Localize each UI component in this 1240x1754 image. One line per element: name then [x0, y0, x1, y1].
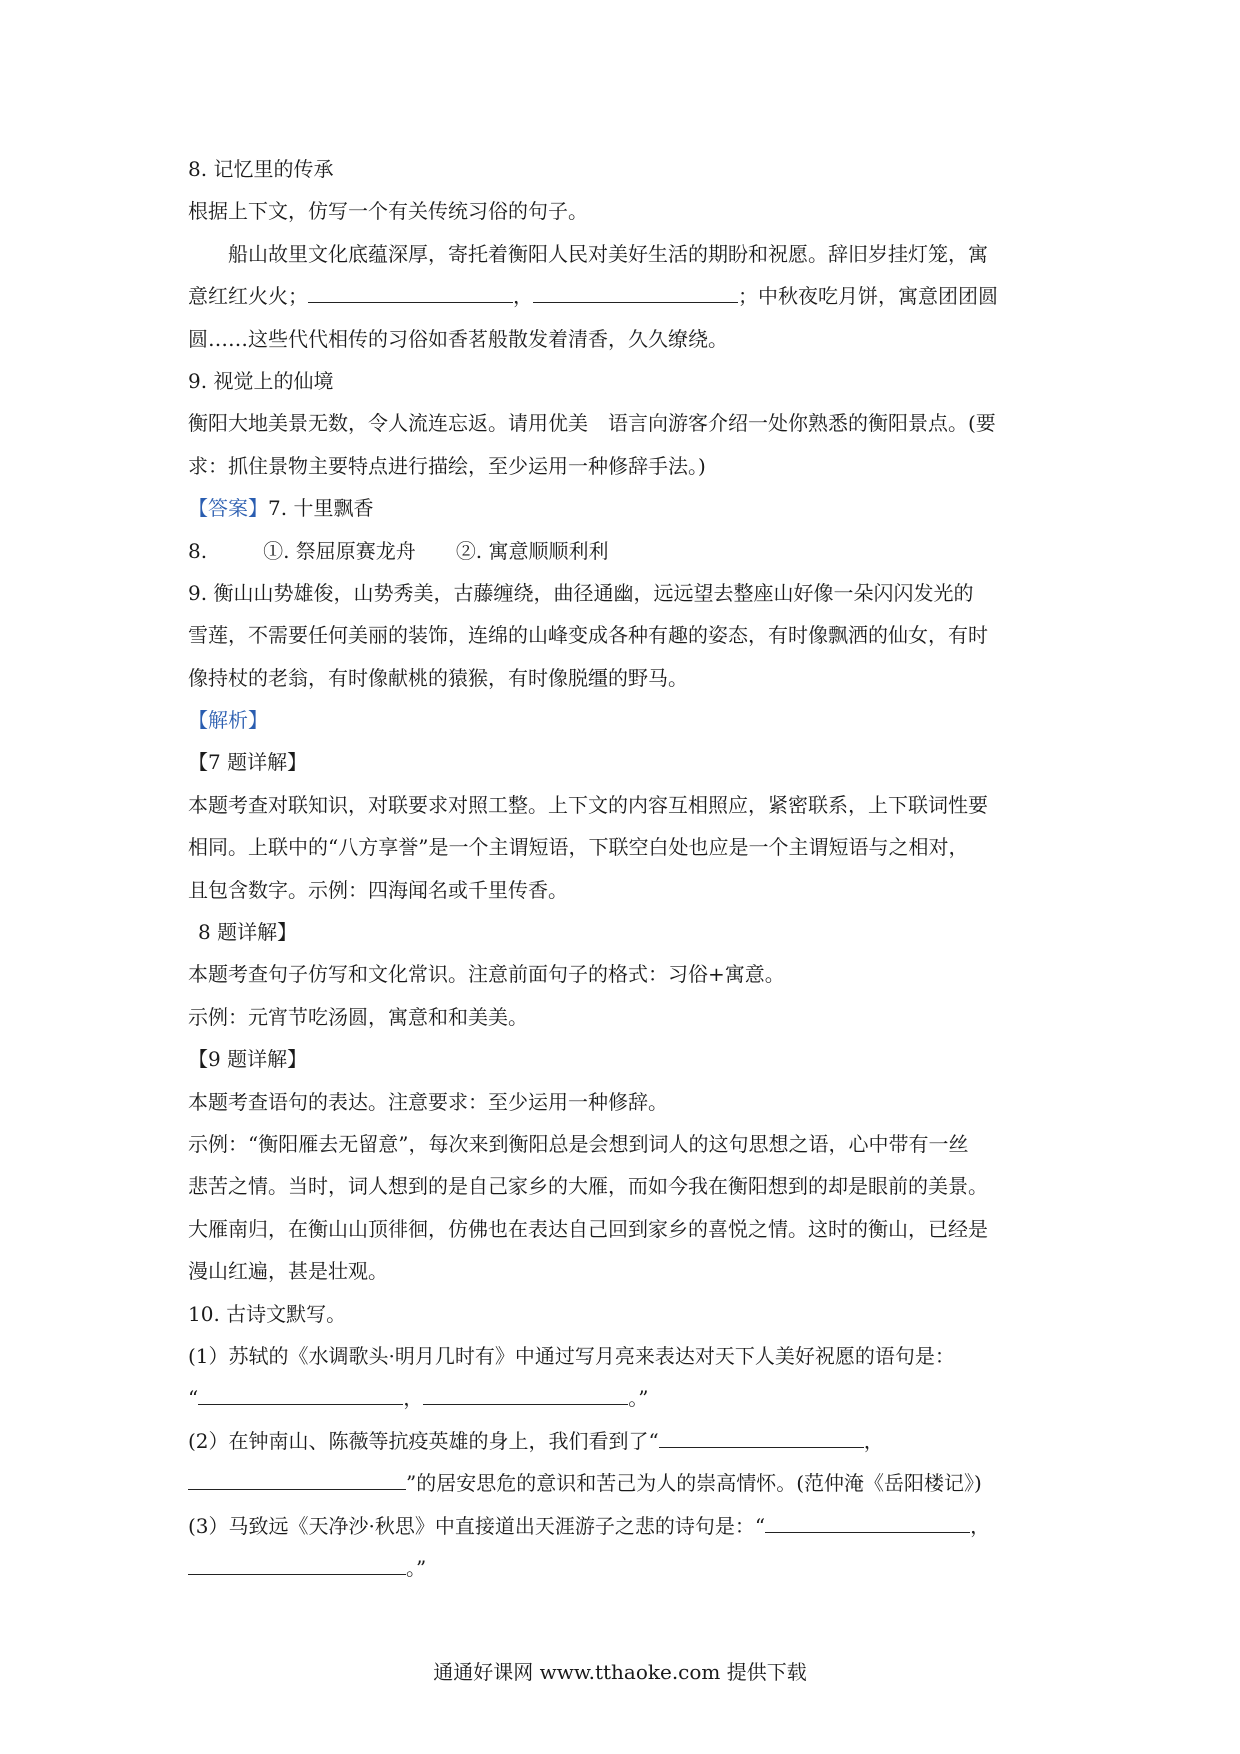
detail-7-line2: 相同。上联中的“八方享誉”是一个主谓短语，下联空白处也应是一个主谓短语与之相对，	[188, 835, 969, 860]
q10-3-line2	[188, 1547, 1068, 1589]
q10-1-prompt: (1）苏轼的《水调歌头·明月几时有》中通过写月亮来表达对天下人美好祝愿的语句是：	[188, 1343, 955, 1368]
q10-2-prompt: (2）在钟南山、陈薇等抗疫英雄的身上，我们看到了“	[188, 1428, 659, 1453]
q8-passage-line3: 圆……这些代代相传的习俗如香茗般散发着清香，久久缭绕。	[188, 326, 728, 351]
q10-2-rest: ”的居安思危的意识和苦己为人的崇高情怀。(范仲淹《岳阳楼记》)	[406, 1471, 982, 1496]
document-page	[188, 148, 1068, 1589]
q10-2-comma: ，	[863, 1428, 884, 1453]
q8-text-c: ；中秋夜吃月饼，寓意团团圆	[738, 284, 998, 309]
detail-7-line1: 本题考查对联知识，对联要求对照工整。上下文的内容互相照应，紧密联系，上下联词性要	[188, 792, 988, 817]
detail-9-line1: 本题考查语句的表达。注意要求：至少运用一种修辞。	[188, 1089, 668, 1114]
q10-3-line1	[188, 1505, 1068, 1547]
q8-text-b: ，	[513, 284, 533, 309]
detail-9-line5: 漫山红遍，甚是壮观。	[188, 1259, 388, 1284]
answer-tag: 【答案】	[188, 496, 268, 521]
q10-3-close: 。”	[406, 1555, 427, 1580]
detail-8-line2: 示例：元宵节吃汤圆，寓意和和美美。	[188, 1004, 528, 1029]
q8-blank-2[interactable]	[533, 280, 738, 303]
answer-7: 7. 十里飘香	[268, 496, 374, 521]
q10-3-prompt: (3）马致远《天净沙·秋思》中直接道出天涯游子之悲的诗句是：“	[188, 1513, 766, 1538]
q10-2-blank-2[interactable]	[188, 1467, 406, 1490]
q8-title: 8. 记忆里的传承	[188, 157, 334, 181]
detail-9-line3: 悲苦之情。当时，词人想到的是自己家乡的大雁，而如今我在衡阳想到的却是眼前的美景。	[188, 1174, 988, 1199]
q10-1-open-quote: “	[188, 1386, 199, 1411]
q10-2-blank-1[interactable]	[659, 1425, 864, 1448]
detail-8-title: 8 题详解】	[198, 920, 298, 945]
detail-9-title: 【9 题详解】	[188, 1047, 308, 1072]
detail-7-line3: 且包含数字。示例：四海闻名或千里传香。	[188, 877, 568, 902]
q9-prompt-line1: 衡阳大地美景无数，令人流连忘返。请用优美 语言向游客介绍一处你熟悉的衡阳景点。(要	[188, 411, 996, 436]
answer-8-line	[188, 530, 1068, 572]
q10-3-blank-2[interactable]	[188, 1552, 406, 1575]
q8-prompt: 根据上下文，仿写一个有关传统习俗的句子。	[188, 199, 588, 224]
q8-blank-1[interactable]	[308, 280, 513, 303]
q10-1-blank-2[interactable]	[423, 1382, 628, 1405]
answer-9-line3: 像持杖的老翁，有时像献桃的猿猴，有时像脱缰的野马。	[188, 665, 688, 690]
detail-9-line4: 大雁南归，在衡山山顶徘徊，仿佛也在表达自己回到家乡的喜悦之情。这时的衡山，已经是	[188, 1216, 988, 1241]
answer-8-num: 8.	[188, 538, 208, 563]
detail-7-title: 【7 题详解】	[188, 750, 308, 775]
q8-passage-line2	[188, 275, 1068, 317]
answer-line	[188, 487, 1068, 529]
analysis-tag: 【解析】	[188, 708, 268, 733]
q9-title: 9. 视觉上的仙境	[188, 368, 334, 393]
answer-9-line2: 雪莲，不需要任何美丽的装饰，连绵的山峰变成各种有趣的姿态，有时像飘洒的仙女，有时	[188, 623, 988, 648]
detail-8-line1: 本题考查句子仿写和文化常识。注意前面句子的格式：习俗+寓意。	[188, 962, 785, 987]
q10-2-line2	[188, 1462, 1068, 1504]
answer-8-b: ②. 寓意顺顺利利	[455, 538, 609, 563]
q10-2-line1	[188, 1420, 1068, 1462]
q10-3-blank-1[interactable]	[765, 1510, 970, 1533]
answer-9-line1: 9. 衡山山势雄俊，山势秀美，古藤缠绕，曲径通幽，远远望去整座山好像一朵闪闪发光的	[188, 580, 974, 605]
q8-passage-line1: 船山故里文化底蕴深厚，寄托着衡阳人民对美好生活的期盼和祝愿。辞旧岁挂灯笼，寓	[228, 241, 988, 266]
q10-1-blanks	[188, 1377, 1068, 1419]
answer-8-a: ①. 祭屈原赛龙舟	[263, 538, 416, 563]
q9-prompt-line2: 求：抓住景物主要特点进行描绘，至少运用一种修辞手法。)	[188, 453, 706, 478]
q10-1-comma: ，	[403, 1386, 424, 1411]
page-footer: 通通好课网 www.tthaoke.com 提供下载	[433, 1660, 807, 1684]
q10-1-close: 。”	[628, 1386, 649, 1411]
q10-1-blank-1[interactable]	[198, 1382, 403, 1405]
q10-3-comma: ，	[970, 1513, 991, 1538]
q10-title: 10. 古诗文默写。	[188, 1301, 347, 1326]
detail-9-line2: 示例：“衡阳雁去无留意”，每次来到衡阳总是会想到词人的这句思想之语，心中带有一丝	[188, 1131, 969, 1156]
q8-text-a: 意红红火火；	[188, 284, 308, 309]
